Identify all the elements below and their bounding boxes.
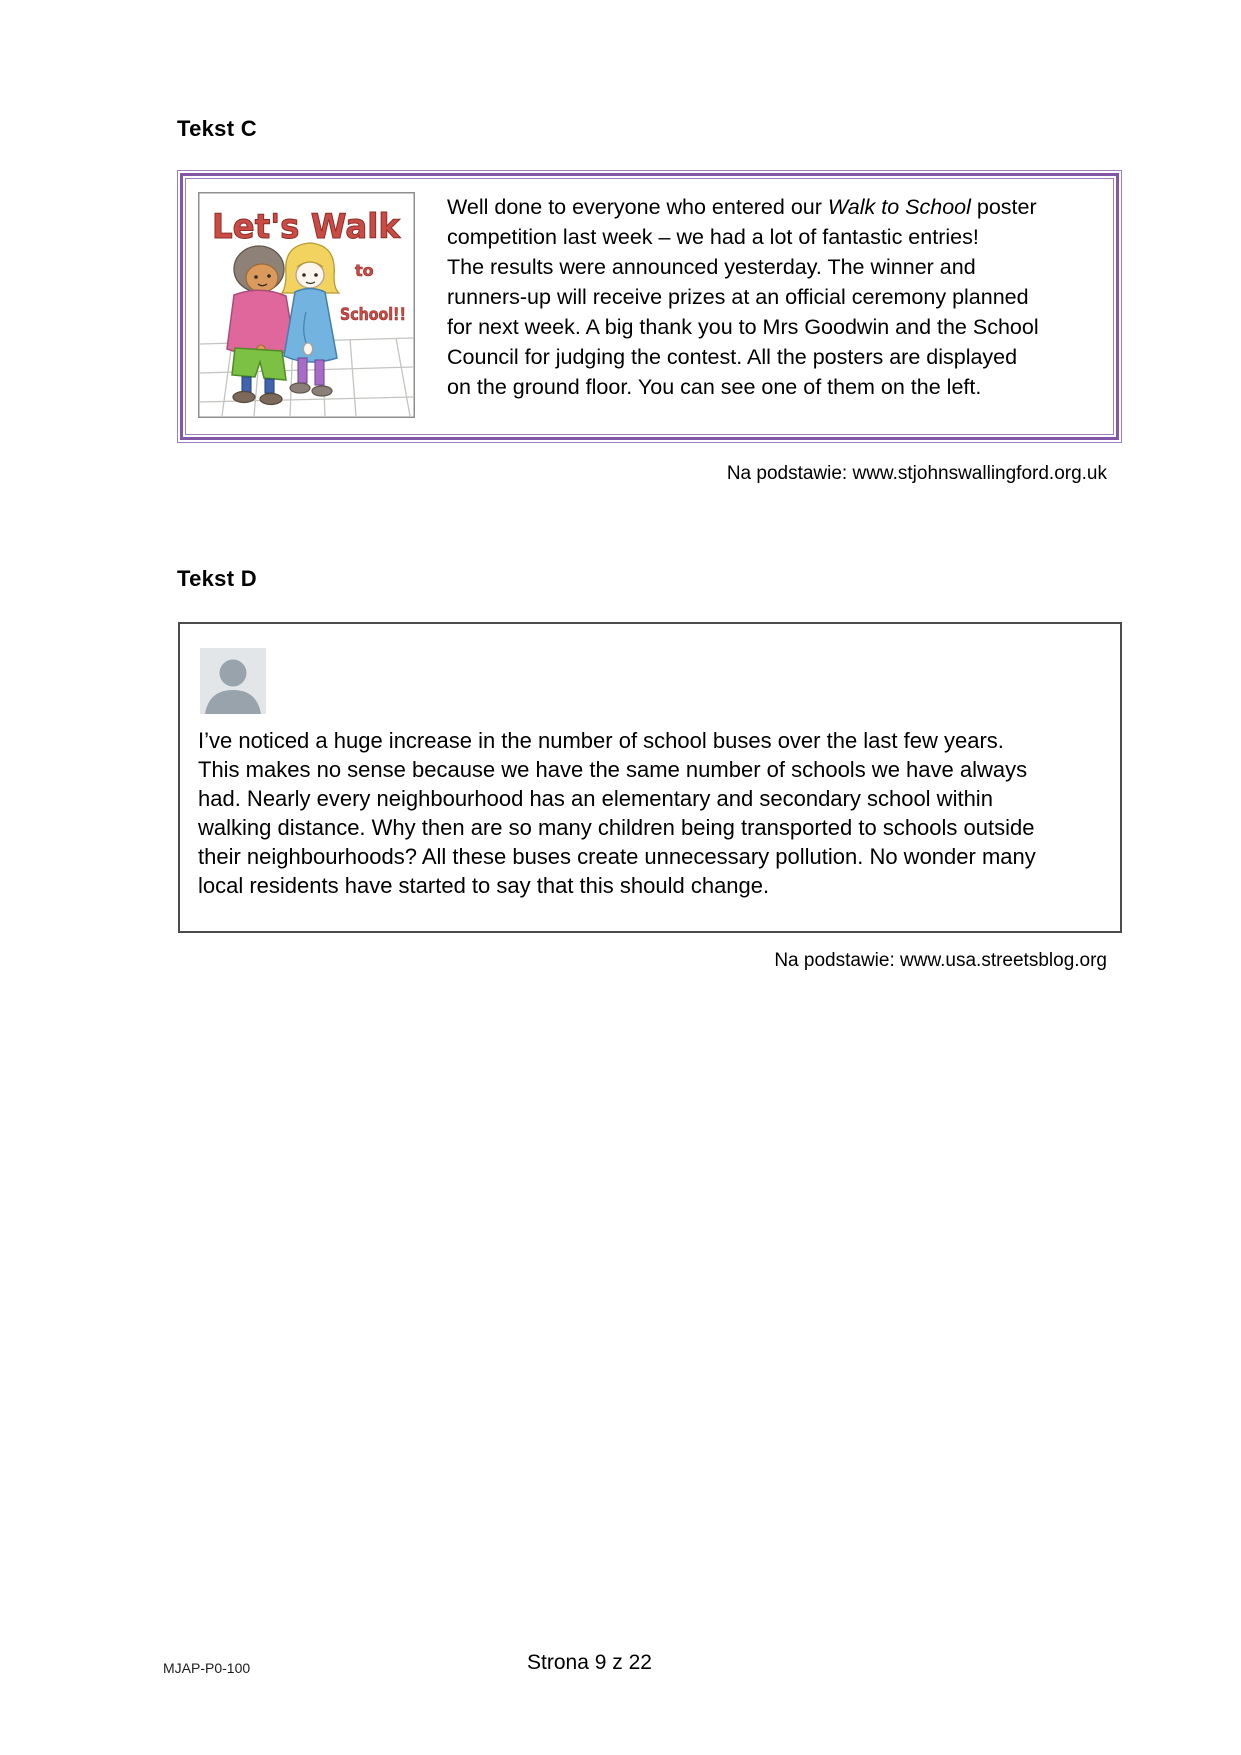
footer-document-code: MJAP-P0-100 <box>163 1660 251 1676</box>
tekst-d-heading: Tekst D <box>177 566 257 591</box>
text-line: walking distance. Why then are so many children being transported to schools outside <box>198 815 1035 840</box>
avatar <box>200 648 266 714</box>
text-line: I’ve noticed a huge increase in the number of school buses over the last few years. <box>198 728 1004 753</box>
tekst-c-paragraph <box>447 192 1039 402</box>
tekst-c-source: Na podstawie: www.stjohnswallingford.org.uk <box>726 463 1107 484</box>
text-line: for next week. A big thank you to Mrs Goodwin and the School <box>447 315 1039 339</box>
tekst-d-paragraph <box>198 726 1036 900</box>
poster-illustration <box>198 192 415 418</box>
text-line: had. Nearly every neighbourhood has an elementary and secondary school within <box>198 786 993 811</box>
tekst-c-box-border-inner <box>185 178 1114 435</box>
tekst-c-box-border-mid <box>180 173 1119 440</box>
poster-to-text: to <box>355 261 374 280</box>
text-line: This makes no sense because we have the same number of schools we have always <box>198 757 1028 782</box>
text-line: local residents have started to say that this should change. <box>198 873 770 898</box>
text-line: The results were announced yesterday. The winner and <box>447 255 976 279</box>
text-line: on the ground floor. You can see one of them on the left. <box>447 375 982 399</box>
footer-page-number: Strona 9 z 22 <box>527 1651 652 1674</box>
text-line: Well done to everyone who entered our Walk to School poster <box>447 195 1037 219</box>
text-line: competition last week – we had a lot of fantastic entries! <box>447 225 979 249</box>
tekst-c-box <box>177 170 1122 443</box>
person-icon <box>200 648 266 714</box>
tekst-d-box <box>178 622 1122 933</box>
text-line: their neighbourhoods? All these buses create unnecessary pollution. No wonder many <box>198 844 1036 869</box>
tekst-c-heading: Tekst C <box>177 116 257 141</box>
text-line: Council for judging the contest. All the posters are displayed <box>447 345 1018 369</box>
walk-to-school-poster <box>198 192 415 418</box>
text-line: runners-up will receive prizes at an official ceremony planned <box>447 285 1029 309</box>
poster-title-text: Let's Walk <box>212 207 402 247</box>
poster-school-text: School!! <box>340 305 406 325</box>
tekst-d-source: Na podstawie: www.usa.streetsblog.org <box>774 950 1107 971</box>
